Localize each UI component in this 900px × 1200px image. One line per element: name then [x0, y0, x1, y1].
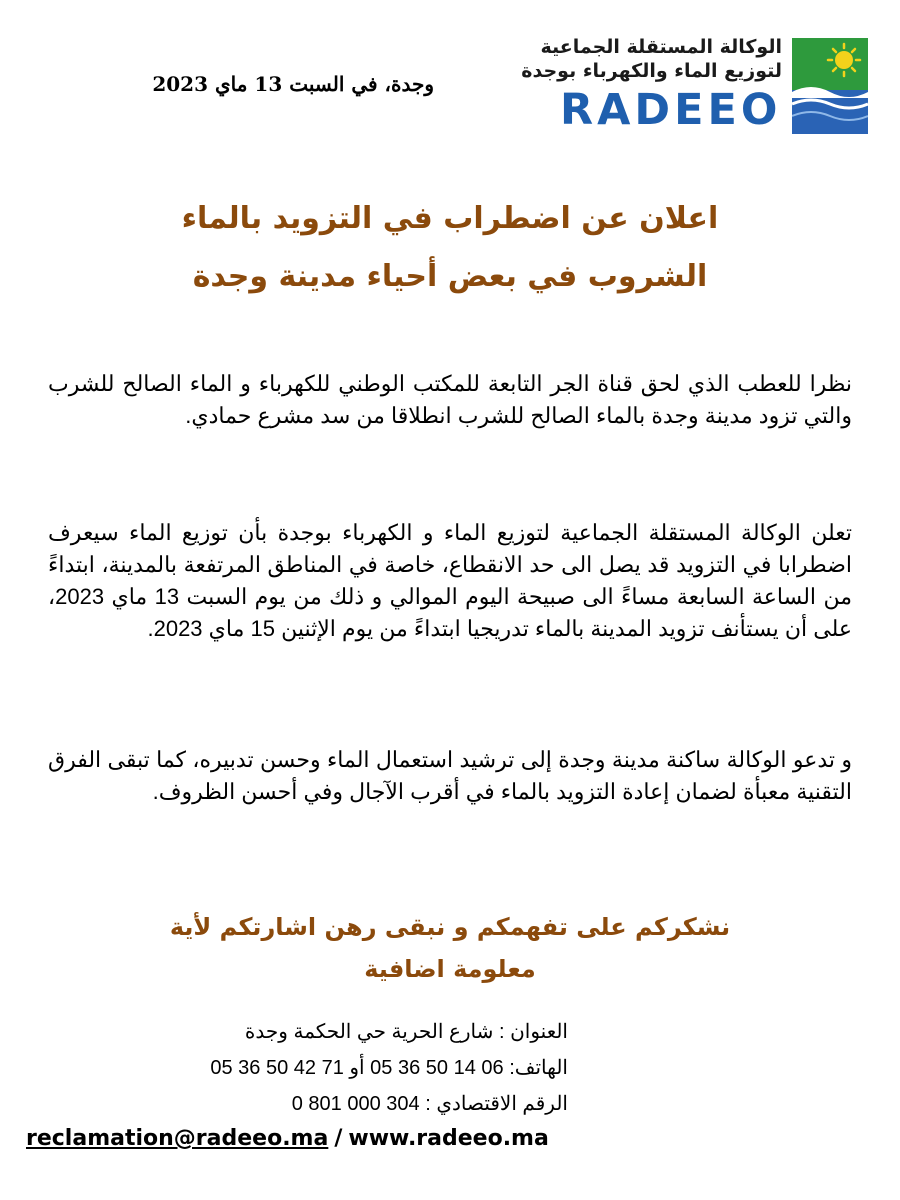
- title-line-1: اعلان عن اضطراب في التزويد بالماء: [181, 201, 719, 236]
- website-link[interactable]: www.radeeo.ma: [348, 1126, 549, 1151]
- link-separator: /: [334, 1126, 343, 1151]
- thanks-line-2: معلومة اضافية: [364, 955, 536, 983]
- address-value: شارع الحرية حي الحكمة وجدة: [244, 1021, 494, 1043]
- address-line: [48, 1014, 568, 1050]
- email-link[interactable]: reclamation@radeeo.ma: [26, 1126, 329, 1151]
- paragraph-call-to-action: و تدعو الوكالة ساكنة مدينة وجدة إلى ترشيد استعمال الماء وحسن تدبيره، كما تبقى الفرق التقنية معبأة لضمان إعادة التزويد بالماء في أقرب الآجال وفي أحسن الظروف.: [48, 747, 852, 804]
- address-label: العنوان :: [498, 1021, 568, 1043]
- logo-arabic-line2: لتوزيع الماء والكهرباء بوجدة: [521, 60, 782, 82]
- paragraph-announcement: تعلن الوكالة المستقلة الجماعية لتوزيع الماء و الكهرباء بوجدة بأن توزيع الماء سيعرف اضطرابا في التزويد قد يصل الى حد الانقطاع، خاصة في المناطق المرتفعة بالمدينة، ابتداءً من الساعة السابعة مساءً الى صبيحة اليوم الموالي و ذلك من يوم السبت 13 ماي 2023، على أن يستأنف تزويد المدينة بالماء تدريجيا ابتداءً من يوم الإثنين 15 ماي 2023.: [48, 520, 853, 641]
- phone-number-2: 05 36 50 42 71: [210, 1057, 344, 1079]
- footer-links: [26, 1126, 549, 1151]
- logo-latin-name: RADEEO: [560, 85, 782, 135]
- sun-water-emblem-icon: [792, 38, 868, 134]
- economic-label: الرقم الاقتصادي :: [425, 1093, 568, 1115]
- title-line-2: الشروب في بعض أحياء مدينة وجدة: [192, 259, 708, 294]
- document-date: وجدة، في السبت 13 ماي 2023: [152, 72, 434, 96]
- phone-number-1: 05 36 50 14 06: [370, 1057, 504, 1079]
- phone-or: أو: [349, 1057, 365, 1079]
- economic-number: 0 801 000 304: [291, 1093, 420, 1115]
- economic-number-line: [48, 1086, 568, 1122]
- logo-arabic-line1: الوكالة المستقلة الجماعية: [540, 36, 782, 58]
- phone-label: الهاتف:: [509, 1057, 568, 1079]
- paragraph-cause: نظرا للعطب الذي لحق قناة الجر التابعة للمكتب الوطني للكهرباء و الماء الصالح للشرب والتي تزود مدينة وجدة بالماء الصالح للشرب انطلاقا من سد مشرع حمادي.: [48, 371, 852, 428]
- radeeo-logo: [521, 36, 870, 136]
- thanks-line-1: نشكركم على تفهمكم و نبقى رهن اشارتكم لأية: [169, 913, 731, 941]
- contact-block: [48, 1014, 568, 1122]
- phone-line: [48, 1050, 568, 1086]
- thanks-message: [60, 906, 840, 990]
- announcement-title: [60, 190, 840, 306]
